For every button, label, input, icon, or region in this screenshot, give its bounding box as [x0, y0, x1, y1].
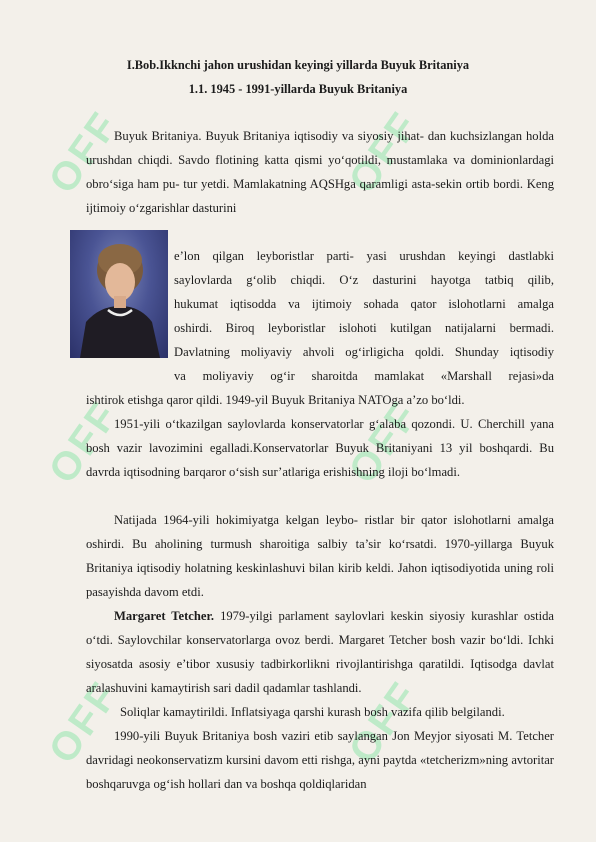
section-heading: 1.1. 1945 - 1991-yillarda Buyuk Britaniya — [188, 82, 408, 96]
watermark: OFF — [340, 103, 428, 202]
text-line: saylovlarda g‘olib chiqdi. O‘z dasturini hayotga tatbiq qilib, — [174, 273, 554, 287]
portrait-photo — [70, 230, 168, 358]
text-line: hukumat iqtisodda va ijtimoiy sohada qator islohotlarni amalga — [174, 297, 554, 311]
chapter-heading: I.Bob.Ikknchi jahon urushidan keyingi yillarda Buyuk Britaniya — [126, 58, 470, 72]
thatcher-text: 1979-yilgi parlament saylovlari keskin siyosiy kurashlar ostida o‘tdi. Saylovchilar konservatorlarga ovoz berdi. Margaret Tetcher bosh vazir bo‘ldi. Ichki siyosatda asosiy e’tibor xususiy tadbirkorlikni rivojlantirishga qaratildi. Iqtisodga davlat aralashuvini kamaytirish sari dadil qadamlar tashlandi. — [86, 609, 554, 695]
paragraph-thatcher — [86, 604, 554, 700]
text-line: ishtirok etishga qaror qildi. 1949-yil Buyuk Britaniya NATOga a’zo bo‘ldi. — [86, 393, 465, 407]
text-line: oshirdi. Biroq leyboristlar islohoti kutilgan natijalarni bermadi. — [174, 321, 554, 335]
text-line: va moliyaviy og‘ir sharoitda mamlakat «Marshall rejasi»da — [174, 369, 554, 383]
paragraph-taxes: Soliqlar kamaytirildi. Inflatsiyaga qarshi kurash bosh vazifa qilib belgilandi. — [120, 705, 505, 719]
text-line: Davlatning moliyaviy ahvoli og‘irligicha qoldi. Shunday iqtisodiy — [174, 345, 554, 359]
paragraph-major: 1990-yili Buyuk Britaniya bosh vaziri etib saylangan Jon Meyjor siyosati M. Tetcher davridagi neokonservatizm kursini davom etti rishga, ayni paytda «tetcherizm»ning avtoritar boshqaruvga og‘ish hollari dan va boshqa qoldiqlaridan — [86, 729, 554, 791]
paragraph-labour: Natijada 1964-yili hokimiyatga kelgan leybo- ristlar bir qator islohotlarni amalga oshirdi. Bu aholining turmush sharoitiga salbiy ta’sir ko‘rsatdi. 1970-yillarga Buyuk Britaniya iqtisodiy holatning keskinlashuvi bilan kirib keldi. Jahon iqtisodiyotida uning roli pasayishda davom etdi. — [86, 513, 554, 599]
thatcher-heading: Margaret Tetcher. — [114, 609, 215, 623]
watermark: OFF — [340, 673, 428, 772]
watermark: OFF — [40, 673, 128, 772]
paragraph-intro: Buyuk Britaniya. Buyuk Britaniya iqtisodiy va siyosiy jihat- dan kuchsizlangan holda urushdan chiqdi. Savdo flotining katta qismi yo‘qotildi, mustamlaka va dominionlardagi obro‘siga ham pu- tur yetdi. Mamlakatning AQSHga qaramligi asta-sekin ortib bordi. Keng ijtimoiy o‘zgarishlar dasturini — [86, 129, 554, 215]
text-line: e’lon qilgan leyboristlar parti- yasi urushdan keyingi dastlabki — [174, 249, 554, 263]
paragraph-conservatives: 1951-yili o‘tkazilgan saylovlarda konservatorlar g‘alaba qozondi. U. Cherchill yana bosh vazir lavozimini egalladi.Konservatorlar Buyuk Britaniyani 13 yil boshqardi. Bu davrda iqtisodning barqaror o‘sish sur’atlariga erishishning iloji bo‘lmadi. — [86, 417, 554, 479]
watermark: OFF — [340, 393, 428, 492]
watermark: OFF — [40, 103, 128, 202]
watermark: OFF — [40, 393, 128, 492]
